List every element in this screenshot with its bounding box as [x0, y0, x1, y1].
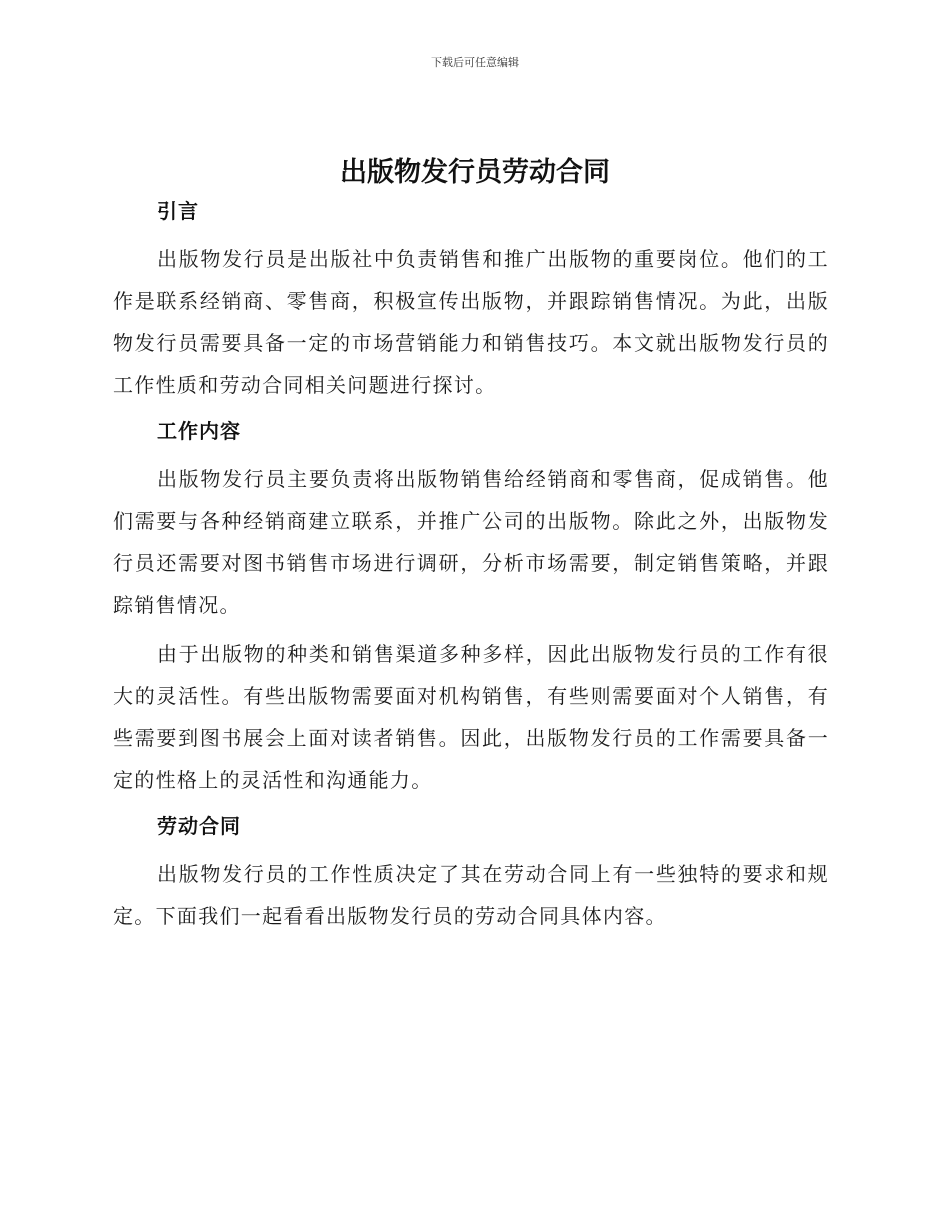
section-heading: 引言	[157, 199, 199, 223]
paragraph: 由于出版物的种类和销售渠道多种多样，因此出版物发行员的工作有很大的灵活性。有些出版物需要面对机构销售，有些则需要面对个人销售，有些需要到图书展会上面对读者销售。因此，出版物发行员的工作需要具备一定的性格上的灵活性和沟通能力。	[113, 642, 829, 792]
paragraph: 出版物发行员的工作性质决定了其在劳动合同上有一些独特的要求和规定。下面我们一起看看出版物发行员的劳动合同具体内容。	[113, 862, 829, 928]
document-body	[113, 196, 829, 937]
paragraph: 出版物发行员主要负责将出版物销售给经销商和零售商，促成销售。他们需要与各种经销商建立联系，并推广公司的出版物。除此之外，出版物发行员还需要对图书销售市场进行调研，分析市场需要，制定销售策略，并跟踪销售情况。	[113, 467, 829, 617]
paragraph: 出版物发行员是出版社中负责销售和推广出版物的重要岗位。他们的工作是联系经销商、零售商，积极宣传出版物，并跟踪销售情况。为此，出版物发行员需要具备一定的市场营销能力和销售技巧。本文就出版物发行员的工作性质和劳动合同相关问题进行探讨。	[113, 247, 829, 397]
section-heading: 工作内容	[157, 419, 241, 443]
section-labor-contract	[113, 811, 829, 937]
section-heading: 劳动合同	[157, 814, 241, 838]
section-intro	[113, 196, 829, 406]
document-title: 出版物发行员劳动合同	[340, 157, 610, 188]
section-work-content	[113, 416, 829, 801]
header-note: 下载后可任意编辑	[431, 56, 519, 69]
